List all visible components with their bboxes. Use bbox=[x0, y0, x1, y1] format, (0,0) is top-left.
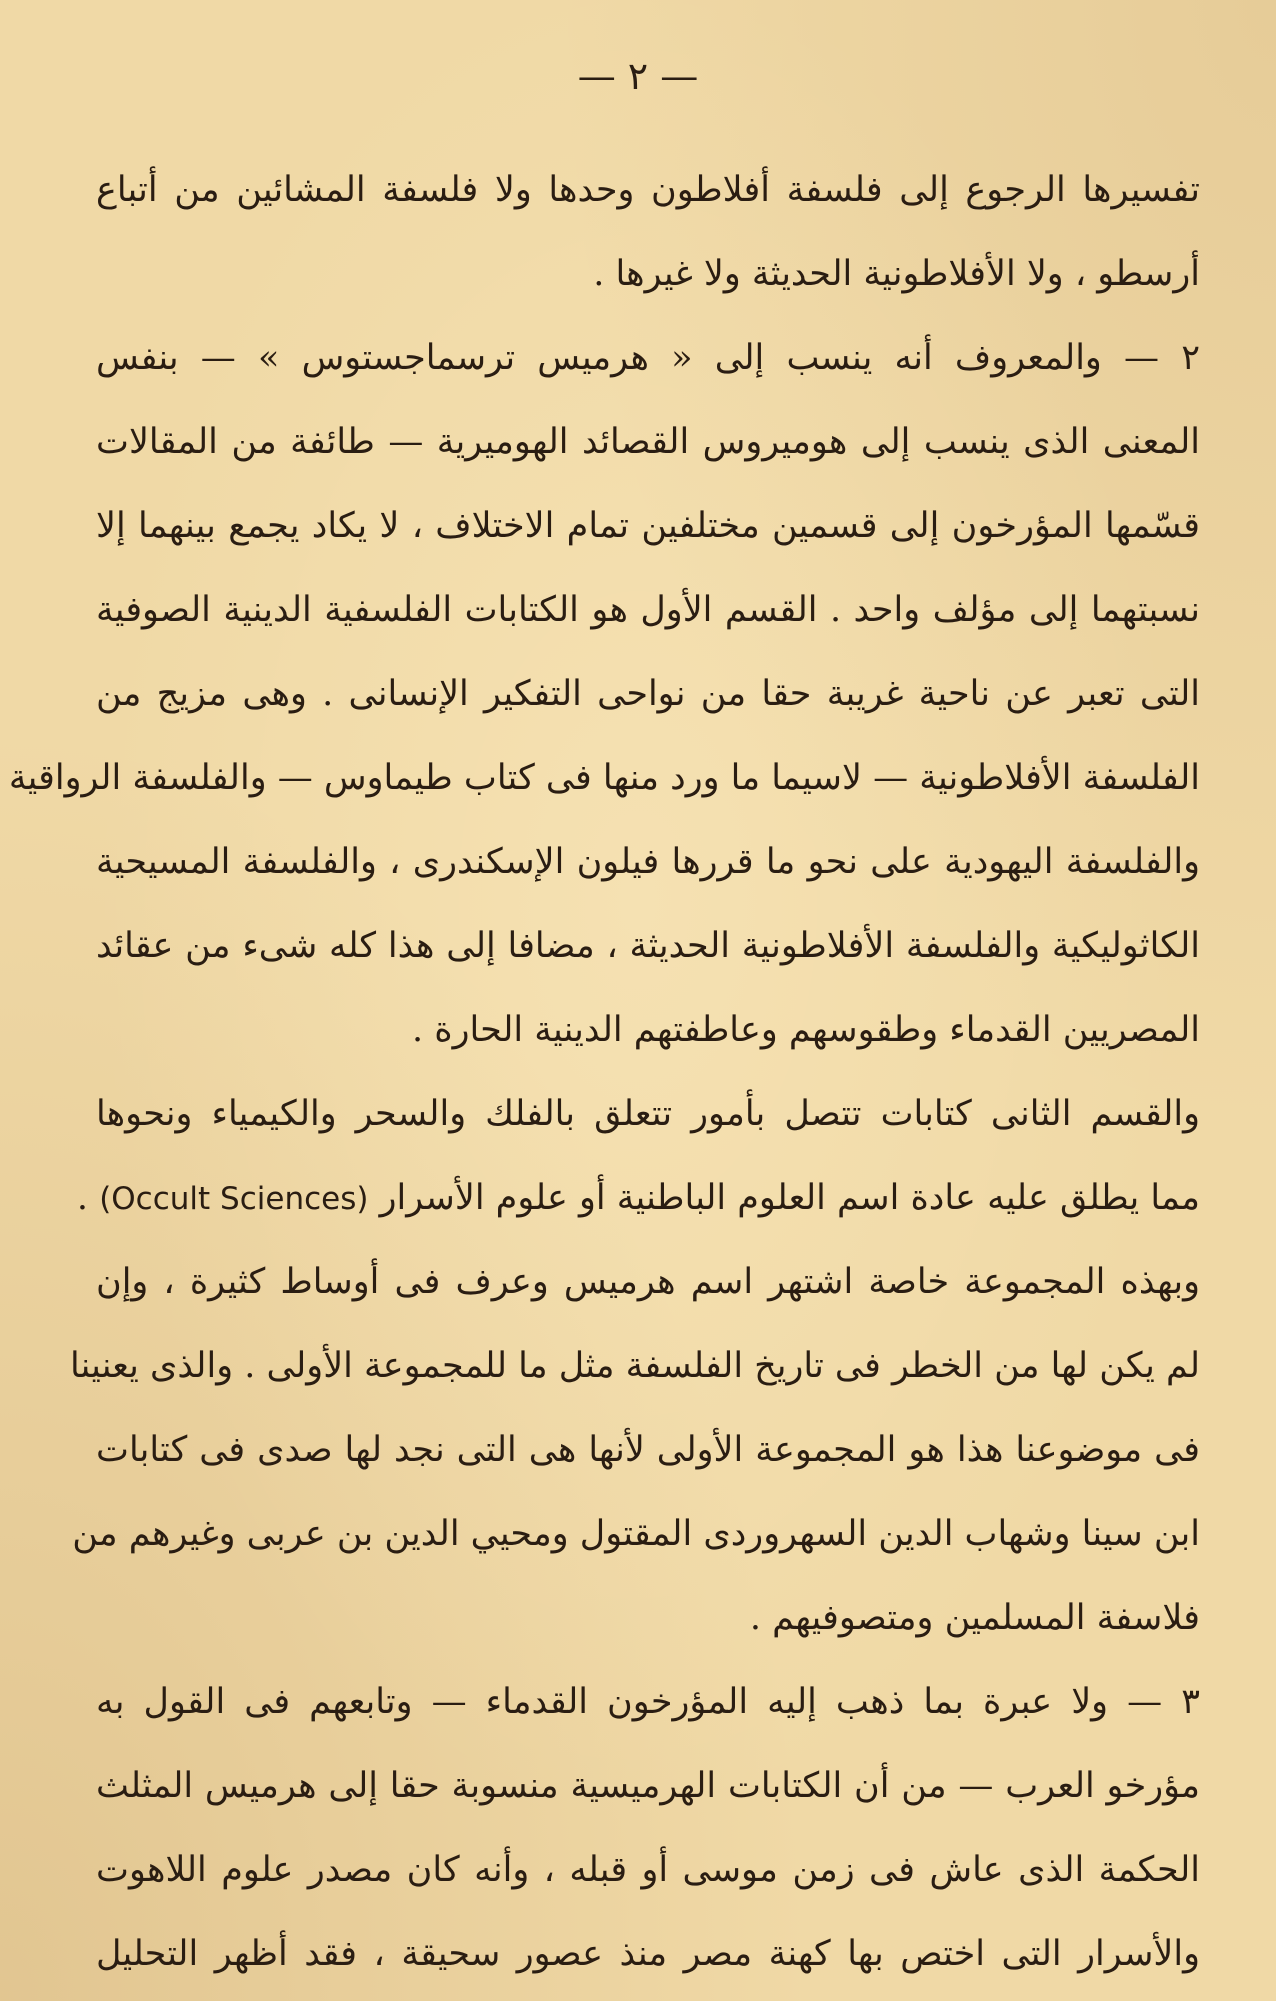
text-line: لم يكن لها من الخطر فى تاريخ الفلسفة مثل ما للمجموعة الأولى . والذى يعنينا bbox=[69, 1346, 1200, 1386]
text-line: التى تعبر عن ناحية غريبة حقا من نواحى التفكير الإنسانى . وهى مزيج من bbox=[96, 674, 1200, 714]
text-line: وبهذه المجموعة خاصة اشتهر اسم هرميس وعرف فى أوساط كثيرة ، وإن bbox=[96, 1262, 1200, 1302]
text-line: فلاسفة المسلمين ومتصوفيهم . bbox=[749, 1598, 1200, 1638]
text-line: والأسرار التى اختص بها كهنة مصر منذ عصور سحيقة ، فقد أظهر التحليل bbox=[96, 1934, 1200, 1974]
text-line: ٣ — ولا عبرة بما ذهب إليه المؤرخون القدماء — وتابعهم فى القول به bbox=[96, 1682, 1200, 1722]
text-line-arabic-part: مما يطلق عليه عادة اسم العلوم الباطنية أو علوم الأسرار bbox=[379, 1178, 1200, 1218]
page-number: — ٢ — bbox=[577, 54, 699, 98]
text-line: نسبتهما إلى مؤلف واحد . القسم الأول هو الكتابات الفلسفية الدينية الصوفية bbox=[96, 590, 1200, 630]
text-line: ابن سينا وشهاب الدين السهروردى المقتول ومحيي الدين بن عربى وغيرهم من bbox=[72, 1514, 1200, 1554]
text-line: الفلسفة الأفلاطونية — لاسيما ما ورد منها فى كتاب طيماوس — والفلسفة الرواقية bbox=[8, 758, 1200, 798]
text-line: الحكمة الذى عاش فى زمن موسى أو قبله ، وأنه كان مصدر علوم اللاهوت bbox=[96, 1850, 1200, 1890]
text-line: والفلسفة اليهودية على نحو ما قررها فيلون الإسكندرى ، والفلسفة المسيحية bbox=[96, 842, 1200, 882]
text-line: والقسم الثانى كتابات تتصل بأمور تتعلق بالفلك والسحر والكيمياء ونحوها bbox=[96, 1094, 1200, 1134]
text-line: ٢ — والمعروف أنه ينسب إلى « هرميس ترسماجستوس » — بنفس bbox=[96, 338, 1200, 378]
text-line: الكاثوليكية والفلسفة الأفلاطونية الحديثة ، مضافا إلى هذا كله شىء من عقائد bbox=[96, 926, 1200, 966]
text-line: المعنى الذى ينسب إلى هوميروس القصائد الهوميرية — طائفة من المقالات bbox=[96, 422, 1200, 462]
text-line: قسّمها المؤرخون إلى قسمين مختلفين تمام الاختلاف ، لا يكاد يجمع بينهما إلا bbox=[96, 506, 1200, 546]
text-line: أرسطو ، ولا الأفلاطونية الحديثة ولا غيرها . bbox=[593, 254, 1200, 294]
text-line: فى موضوعنا هذا هو المجموعة الأولى لأنها هى التى نجد لها صدى فى كتابات bbox=[96, 1430, 1200, 1470]
latin-term: (Occult Sciences) bbox=[99, 1181, 369, 1217]
text-line: تفسيرها الرجوع إلى فلسفة أفلاطون وحدها ولا فلسفة المشائين من أتباع bbox=[96, 170, 1200, 210]
text-line-with-latin: مما يطلق عليه عادة اسم العلوم الباطنية أو علوم الأسرار (Occult Sciences) . bbox=[76, 1178, 1200, 1218]
text-line: مؤرخو العرب — من أن الكتابات الهرميسية منسوبة حقا إلى هرميس المثلث bbox=[96, 1766, 1200, 1806]
body-text bbox=[8, 148, 1200, 1996]
text-line: المصريين القدماء وطقوسهم وعاطفتهم الدينية الحارة . bbox=[411, 1010, 1200, 1050]
